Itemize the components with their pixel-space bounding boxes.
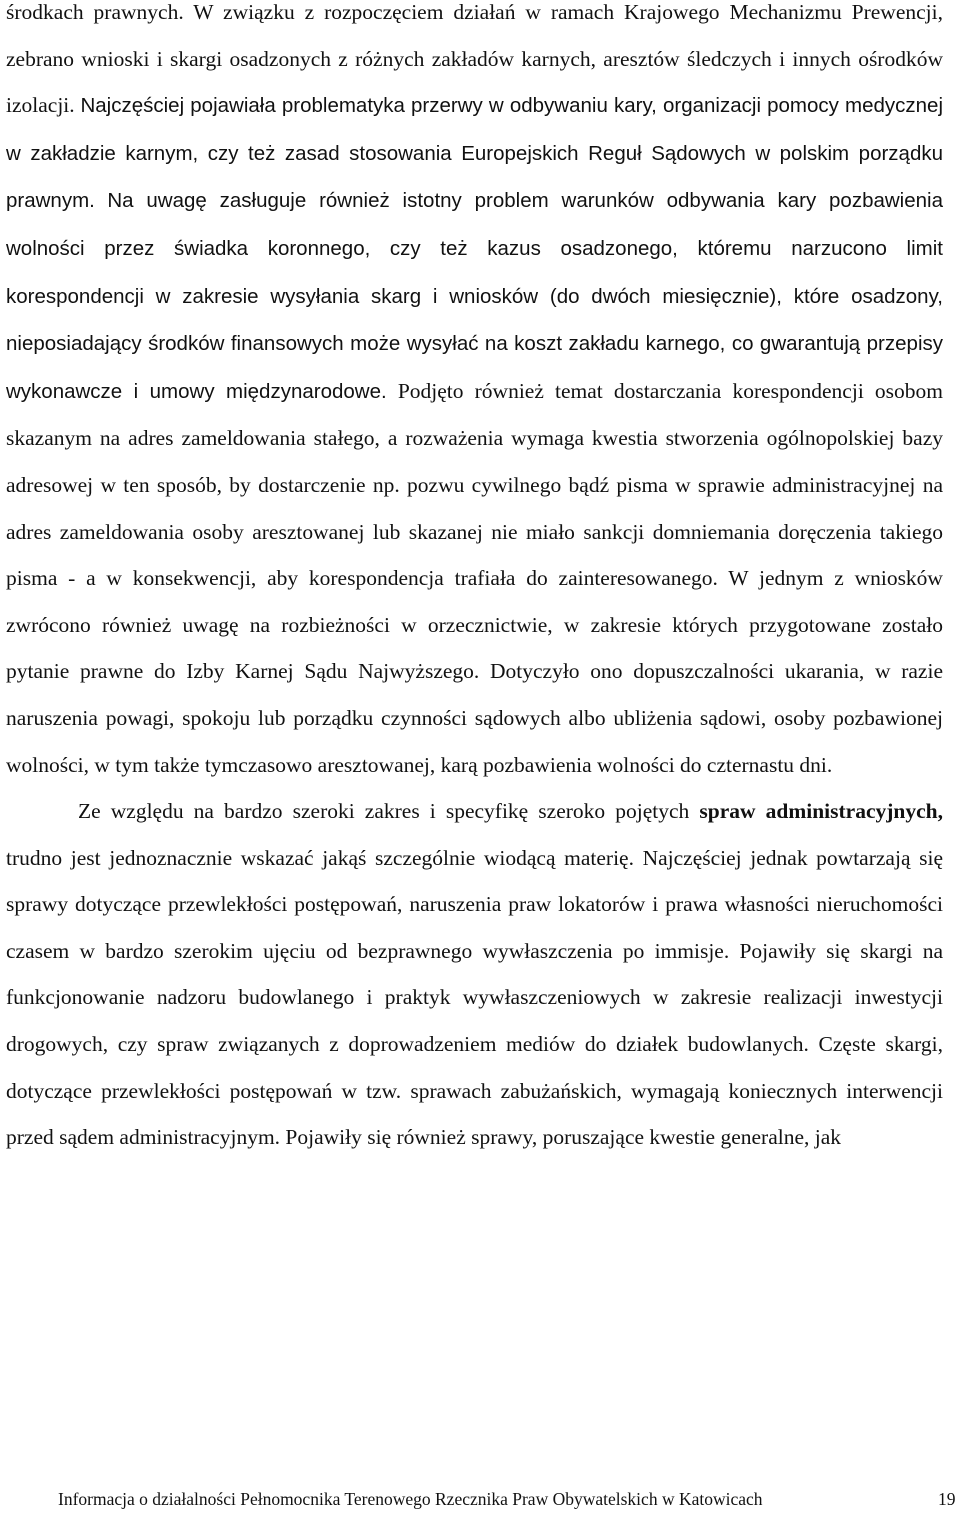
- page-footer: [58, 1488, 958, 1510]
- document-page: [6, 0, 943, 1161]
- body-paragraph-2: [6, 788, 943, 1161]
- paragraph-2-lead: Ze względu na bardzo szeroki zakres i specyfikę szeroko pojętych: [78, 799, 690, 824]
- paragraph-1-sentence-3: Na uwagę zasługuje również istotny problem warunków odbywania kary pozbawienia wolności przez świadka koronnego, czy też kazus osadzonego, któremu narzucono limit korespondencji w zakresie wysyłania skarg i wniosków (do dwóch miesięcznie), które osadzony, nieposiadający środków finansowych może wysyłać na koszt zakładu karnego, co gwarantują przepisy wykonawcze i umowy międzynarodowe.: [6, 189, 943, 403]
- paragraph-1-sentence-1: środkach prawnych. W związku z rozpoczęciem działań w ramach Krajowego Mechanizmu Prewencji, zebrano wnioski i skargi osadzonych z różnych zakładów karnych, aresztów śledczych i innych ośrodków izolacji.: [6, 0, 943, 118]
- body-paragraph-1: [6, 0, 943, 788]
- paragraph-1-sentence-5: W jednym z wniosków zwrócono również uwagę na rozbieżności w orzecznictwie, w zakresie których przygotowane zostało pytanie prawne do Izby Karnej Sądu Najwyższego. Dotyczyło ono dopuszczalności ukarania, w razie naruszenia powagi, spokoju lub porządku czynności sądowych albo ubliżenia sądowi, osoby pozbawionej wolności, w tym także tymczasowo aresztowanej, karą pozbawienia wolności do czternastu dni.: [6, 566, 943, 777]
- page-number: 19: [938, 1489, 956, 1509]
- paragraph-1-sentence-2: Najczęściej pojawiała problematyka przerwy w odbywaniu kary, organizacji pomocy medycznej w zakładzie karnym, czy też zasad stosowania Europejskich Reguł Sądowych w polskim porządku prawnym.: [6, 94, 944, 213]
- paragraph-2-bold-term: spraw administracyjnych,: [699, 799, 943, 824]
- paragraph-2-rest: trudno jest jednoznacznie wskazać jakąś szczególnie wiodącą materię. Najczęściej jednak powtarzają się sprawy dotyczące przewlekłości postępowań, naruszenia praw lokatorów i prawa własności nieruchomości czasem w bardzo szerokim ujęciu od bezprawnego wywłaszczenia po immisje. Pojawiły się skargi na funkcjonowanie nadzoru budowlanego i praktyk wywłaszczeniowych w zakresie realizacji inwestycji drogowych, czy spraw związanych z doprowadzeniem mediów do działek budowlanych. Częste skargi, dotyczące przewlekłości postępowań w tzw. sprawach zabużańskich, wymagają koniecznych interwencji przed sądem administracyjnym. Pojawiły się również sprawy, poruszające kwestie generalne, jak: [6, 845, 943, 1150]
- footer-text: Informacja o działalności Pełnomocnika Terenowego Rzecznika Praw Obywatelskich w Katowicach: [58, 1489, 763, 1509]
- paragraph-1-sentence-4: Podjęto również temat dostarczania korespondencji osobom skazanym na adres zameldowania stałego, a rozważenia wymaga kwestia stworzenia ogólnopolskiej bazy adresowej w ten sposób, by dostarczenie np. pozwu cywilnego bądź pisma w sprawie administracyjnej na adres zameldowania osoby aresztowanej lub skazanej nie miało sankcji domniemania doręczenia takiego pisma - a w konsekwencji, aby korespondencja trafiała do zainteresowanego.: [6, 378, 944, 591]
